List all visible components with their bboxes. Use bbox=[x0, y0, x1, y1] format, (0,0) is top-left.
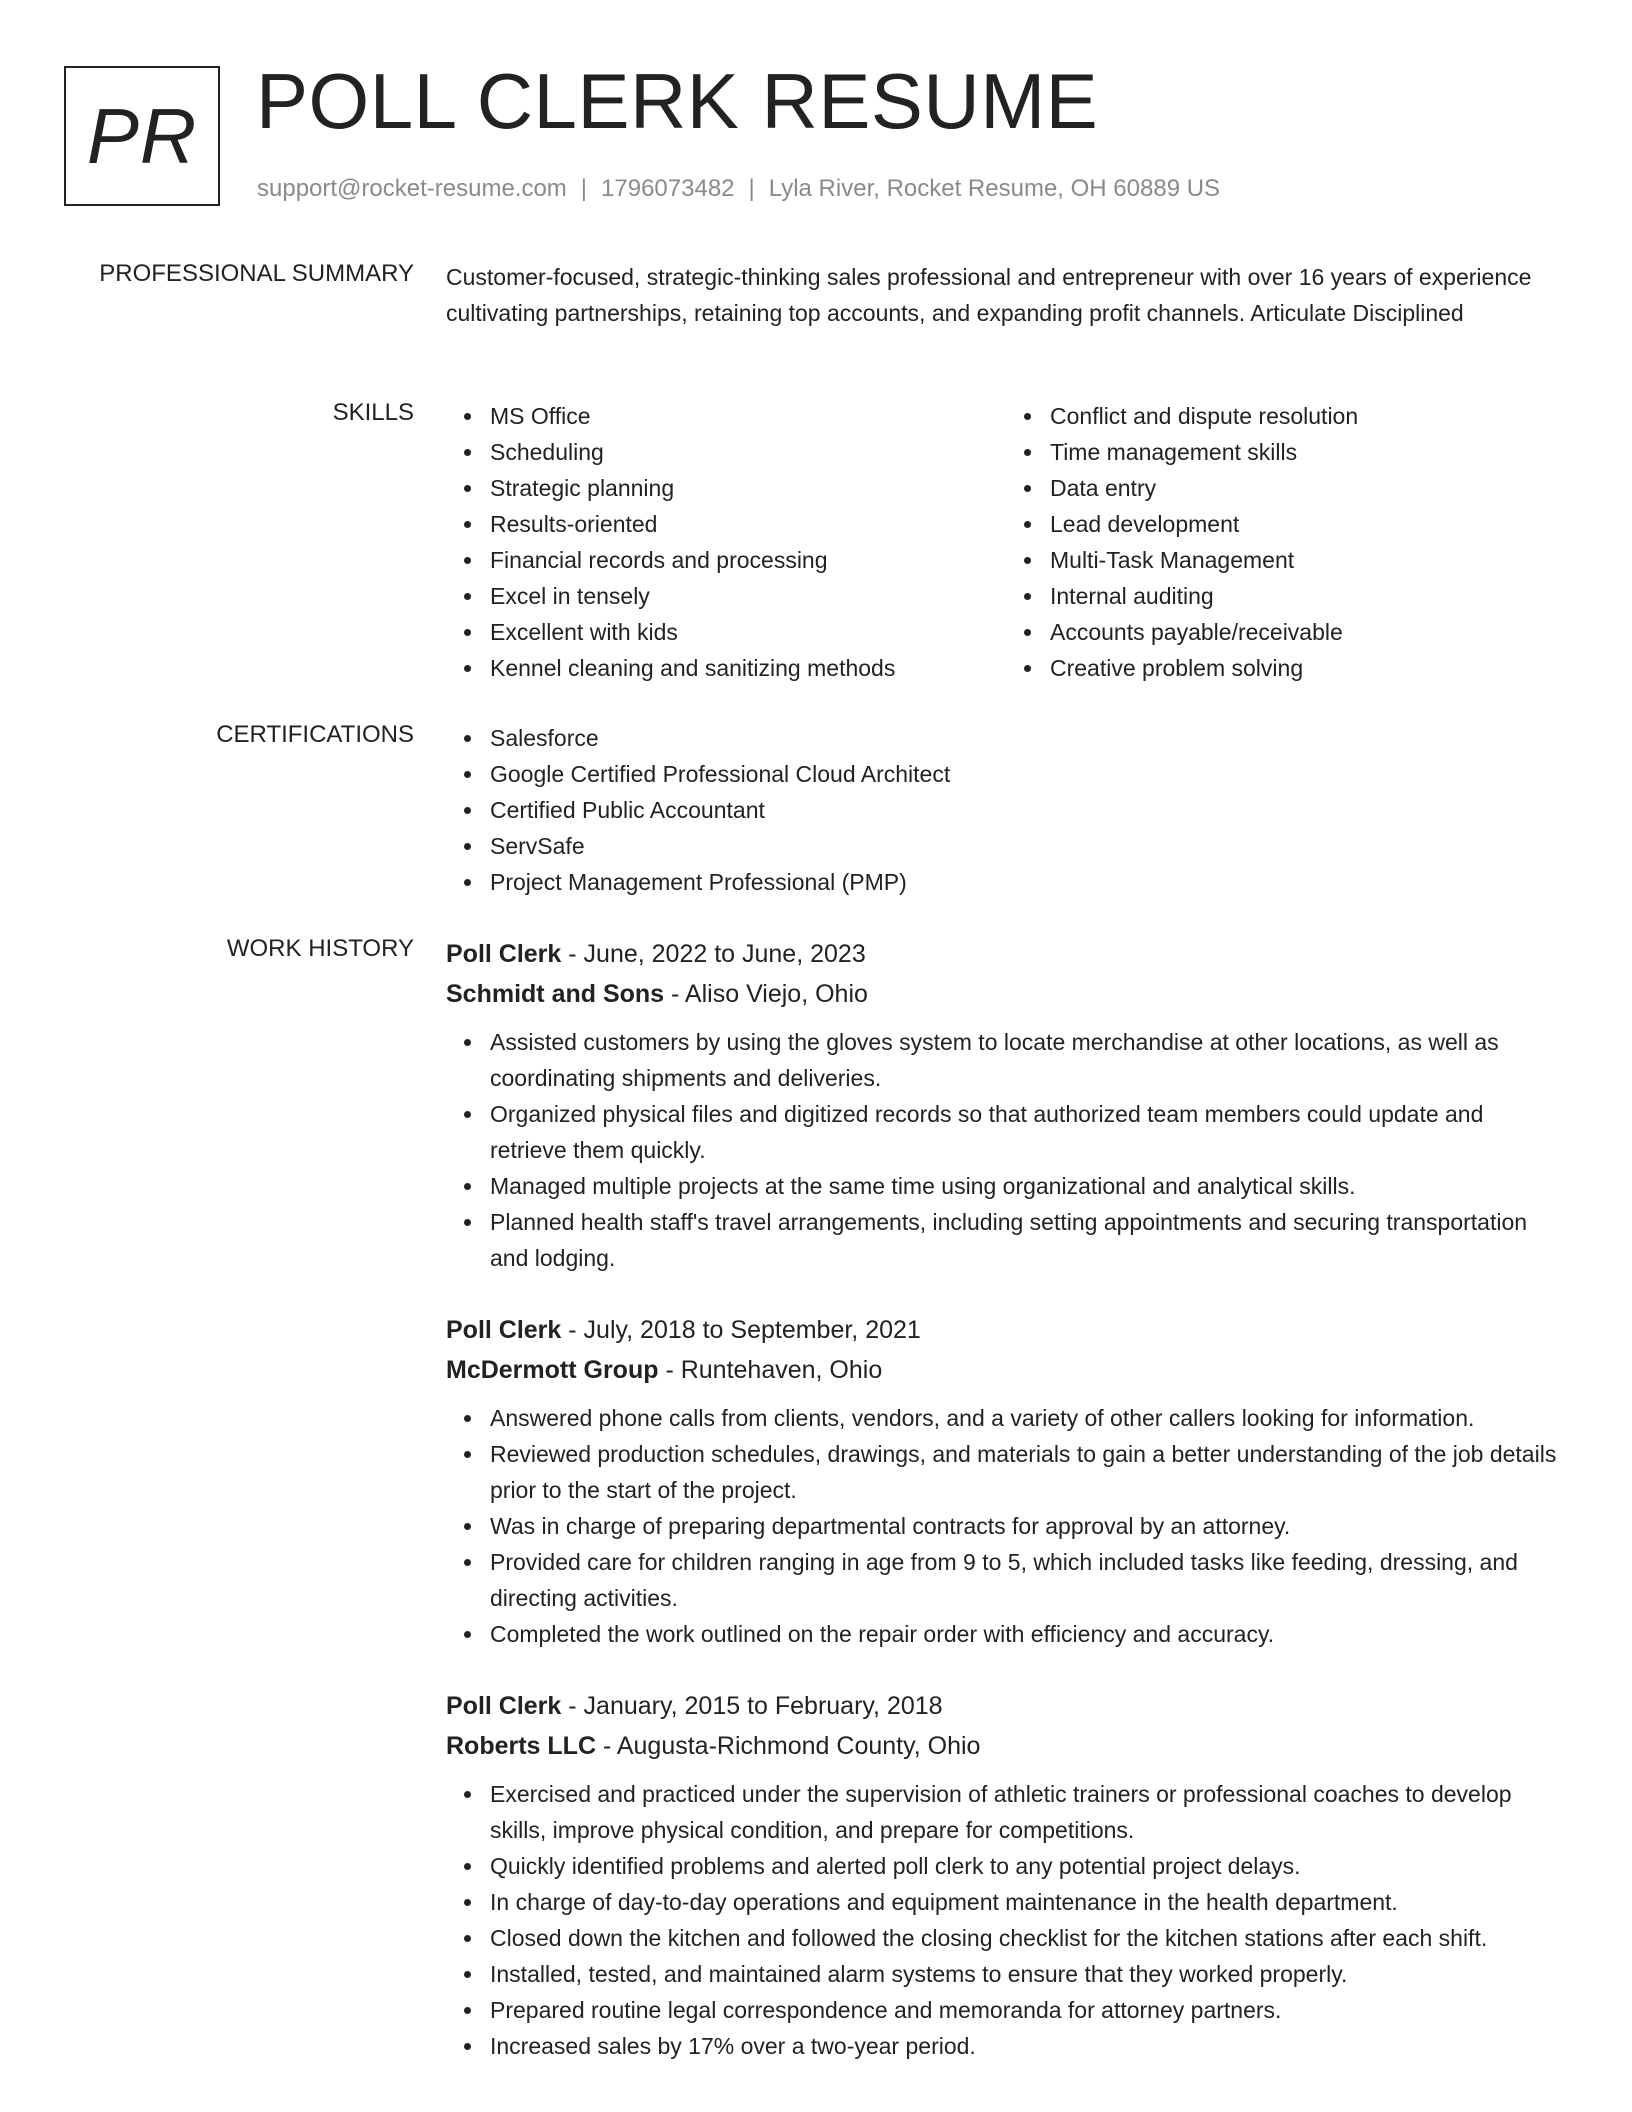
skill-item: Multi-Task Management bbox=[1050, 542, 1566, 578]
section-label-certifications: CERTIFICATIONS bbox=[216, 721, 414, 748]
certification-item: Google Certified Professional Cloud Architect bbox=[490, 756, 1566, 792]
duty-item: Increased sales by 17% over a two-year period. bbox=[490, 2028, 1566, 2064]
skills-list-right bbox=[1006, 398, 1566, 686]
skill-item: Strategic planning bbox=[490, 470, 1006, 506]
skill-item: Creative problem solving bbox=[1050, 650, 1566, 686]
contact-line bbox=[257, 174, 1220, 204]
duty-item: Was in charge of preparing departmental contracts for approval by an attorney. bbox=[490, 1508, 1566, 1544]
duty-item: In charge of day-to-day operations and equipment maintenance in the health department. bbox=[490, 1884, 1566, 1920]
skill-item: Excellent with kids bbox=[490, 614, 1006, 650]
duty-item: Completed the work outlined on the repair order with efficiency and accuracy. bbox=[490, 1616, 1566, 1652]
work-history-body bbox=[446, 934, 1566, 2098]
job-title: Poll Clerk bbox=[446, 1692, 562, 1720]
job-dates: - July, 2018 to September, 2021 bbox=[561, 1316, 921, 1344]
job-location: - Aliso Viejo, Ohio bbox=[664, 980, 868, 1008]
skill-item: Internal auditing bbox=[1050, 578, 1566, 614]
skill-item: Lead development bbox=[1050, 506, 1566, 542]
skill-item: Excel in tensely bbox=[490, 578, 1006, 614]
duty-item: Installed, tested, and maintained alarm systems to ensure that they worked properly. bbox=[490, 1956, 1566, 1992]
job-company: Roberts LLC bbox=[446, 1732, 596, 1760]
job-location: - Runtehaven, Ohio bbox=[658, 1356, 883, 1384]
skill-item: Kennel cleaning and sanitizing methods bbox=[490, 650, 1006, 686]
skill-item: Data entry bbox=[1050, 470, 1566, 506]
certification-item: Certified Public Accountant bbox=[490, 792, 1566, 828]
summary-text: Customer-focused, strategic-thinking sales professional and entrepreneur with over 16 years of experience cultivating partnerships, retaining top accounts, and expanding profit channels. Articulate Disciplined bbox=[446, 264, 1532, 326]
contact-email: support@rocket-resume.com bbox=[257, 175, 567, 202]
duty-item: Provided care for children ranging in age from 9 to 5, which included tasks like feeding, dressing, and directing activities. bbox=[490, 1544, 1566, 1616]
duty-item: Exercised and practiced under the supervision of athletic trainers or professional coaches to develop skills, improve physical condition, and prepare for competitions. bbox=[490, 1776, 1566, 1848]
job-entry bbox=[446, 934, 1566, 1276]
skills-list-left bbox=[446, 398, 1006, 686]
page-title: POLL CLERK RESUME bbox=[256, 57, 1099, 145]
skills-body bbox=[446, 398, 1566, 686]
job-entry bbox=[446, 1686, 1566, 2064]
job-duties-list bbox=[446, 1400, 1566, 1652]
job-title-line bbox=[446, 1310, 1566, 1350]
job-company-line bbox=[446, 974, 1566, 1014]
certifications-body bbox=[446, 720, 1566, 900]
duty-item: Quickly identified problems and alerted poll clerk to any potential project delays. bbox=[490, 1848, 1566, 1884]
job-duties-list bbox=[446, 1776, 1566, 2064]
certification-item: Salesforce bbox=[490, 720, 1566, 756]
skill-item: Conflict and dispute resolution bbox=[1050, 398, 1566, 434]
job-company-line bbox=[446, 1726, 1566, 1766]
duty-item: Closed down the kitchen and followed the closing checklist for the kitchen stations after each shift. bbox=[490, 1920, 1566, 1956]
duty-item: Answered phone calls from clients, vendors, and a variety of other callers looking for information. bbox=[490, 1400, 1566, 1436]
contact-separator: | bbox=[748, 175, 755, 202]
job-company: McDermott Group bbox=[446, 1356, 659, 1384]
contact-phone: 1796073482 bbox=[601, 175, 735, 202]
job-dates: - January, 2015 to February, 2018 bbox=[561, 1692, 943, 1720]
job-company-line bbox=[446, 1350, 1566, 1390]
certification-item: Project Management Professional (PMP) bbox=[490, 864, 1566, 900]
job-title: Poll Clerk bbox=[446, 1316, 562, 1344]
duty-item: Reviewed production schedules, drawings, and materials to gain a better understanding of the job details prior to the start of the project. bbox=[490, 1436, 1566, 1508]
contact-address: Lyla River, Rocket Resume, OH 60889 US bbox=[768, 175, 1221, 202]
duty-item: Organized physical files and digitized records so that authorized team members could update and retrieve them quickly. bbox=[490, 1096, 1566, 1168]
job-title: Poll Clerk bbox=[446, 940, 562, 968]
section-label-work-history: WORK HISTORY bbox=[226, 935, 414, 962]
skill-item: MS Office bbox=[490, 398, 1006, 434]
monogram-logo bbox=[64, 66, 220, 206]
duty-item: Planned health staff's travel arrangements, including setting appointments and securing transportation and lodging. bbox=[490, 1204, 1566, 1276]
skill-item: Accounts payable/receivable bbox=[1050, 614, 1566, 650]
summary-body bbox=[446, 259, 1566, 331]
job-title-line bbox=[446, 1686, 1566, 1726]
section-label-skills: SKILLS bbox=[332, 399, 414, 426]
job-company: Schmidt and Sons bbox=[446, 980, 665, 1008]
section-label-summary: PROFESSIONAL SUMMARY bbox=[99, 260, 414, 287]
certifications-list bbox=[446, 720, 1566, 900]
job-entry bbox=[446, 1310, 1566, 1652]
certification-item: ServSafe bbox=[490, 828, 1566, 864]
contact-separator: | bbox=[580, 175, 588, 202]
skill-item: Financial records and processing bbox=[490, 542, 1006, 578]
job-location: - Augusta-Richmond County, Ohio bbox=[596, 1732, 981, 1760]
job-duties-list bbox=[446, 1024, 1566, 1276]
duty-item: Prepared routine legal correspondence and memoranda for attorney partners. bbox=[490, 1992, 1566, 2028]
monogram-initials: PR bbox=[86, 91, 198, 180]
skill-item: Time management skills bbox=[1050, 434, 1566, 470]
duty-item: Managed multiple projects at the same time using organizational and analytical skills. bbox=[490, 1168, 1566, 1204]
skill-item: Results-oriented bbox=[490, 506, 1006, 542]
skill-item: Scheduling bbox=[490, 434, 1006, 470]
duty-item: Assisted customers by using the gloves system to locate merchandise at other locations, as well as coordinating shipments and deliveries. bbox=[490, 1024, 1566, 1096]
job-dates: - June, 2022 to June, 2023 bbox=[561, 940, 866, 968]
job-title-line bbox=[446, 934, 1566, 974]
skills-columns bbox=[446, 398, 1566, 686]
